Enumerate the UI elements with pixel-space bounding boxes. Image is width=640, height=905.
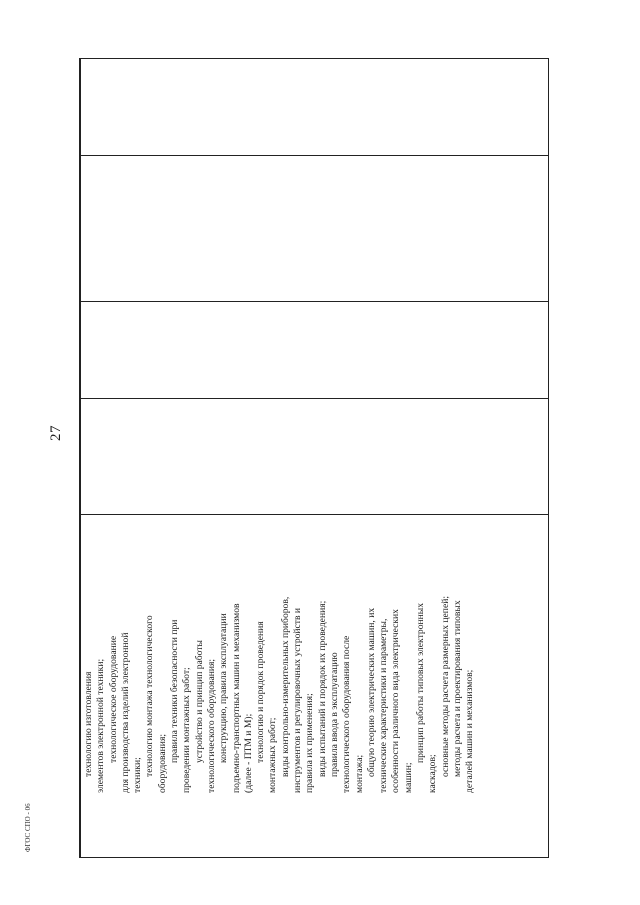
competency-table [79, 58, 549, 858]
cell-line: элементов электронной техники; [95, 658, 107, 793]
table-divider-1 [80, 155, 548, 156]
cell-line: (далее - ПТМ и М); [242, 713, 254, 793]
cell-line: виды контрольно-измерительных приборов, [279, 596, 291, 777]
cell-line: машин; [402, 762, 414, 793]
cell-line: технологию изготовления [83, 671, 94, 777]
cell-line: технологического оборудования после [341, 635, 353, 793]
cell-line: каскадов; [427, 754, 439, 793]
cell-line: правила ввода в эксплуатацию [328, 652, 340, 777]
cell-line: инструментов и регулировочных устройств и [292, 607, 304, 793]
cell-line: основные методы расчета размерных цепей; [439, 596, 451, 777]
cell-line: методы расчета и проектирования типовых [451, 600, 463, 777]
table-divider-2 [80, 301, 548, 302]
cell-line: деталей машин и механизмов; [464, 669, 476, 793]
cell-line: правила техники безопасности при [169, 619, 181, 763]
cell-line: технологию монтажа технологического [144, 615, 156, 777]
page-number: 27 [48, 425, 64, 441]
cell-line: технические характеристики и параметры, [378, 618, 390, 793]
cell-line: конструкцию, правила эксплуатации [218, 613, 230, 763]
cell-line: принцип работы типовых электронных [415, 602, 427, 763]
cell-line: особенности различного вида электрических [390, 609, 402, 793]
cell-line: техники; [132, 757, 144, 793]
cell-line: технологическое оборудование [107, 635, 119, 763]
cell-line: монтажа; [353, 754, 365, 793]
document-code: ФГОС СПО - 06 [24, 803, 32, 852]
cell-line: технологию и порядок проведения [255, 621, 267, 763]
cell-line: для производства изделий электронной [119, 632, 131, 793]
cell-line: правила их применения; [304, 693, 316, 793]
table-divider-3 [80, 398, 548, 399]
cell-line: устройство и принцип работы [193, 640, 205, 763]
cell-line: оборудования; [156, 733, 168, 793]
cell-line: монтажных работ; [267, 717, 279, 793]
cell-line: виды испытаний и порядок их проведения; [316, 600, 328, 777]
cell-line: проведении монтажных работ; [181, 667, 193, 793]
knowledge-list-cell [80, 514, 535, 799]
cell-line: технологического оборудования; [205, 658, 217, 793]
cell-line: подъемно-транспортных машин и механизмов [230, 603, 242, 793]
cell-line: общую теорию электрических машин, их [365, 607, 377, 777]
